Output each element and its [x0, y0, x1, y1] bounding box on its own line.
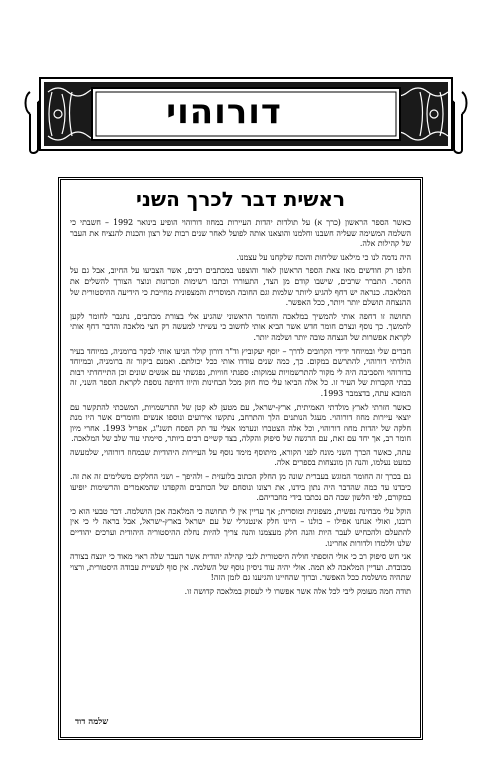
paragraph: תחושה זו דחפה אותי להמשיך במלאכה והחומר הראשוני שהגיע אלי בצורת מכתבים, נתגבר לחומר לקען להמשך. כך נוסף ונצרם חומר חדש אשר הביא אותי לחשוב כי עשיתי למעשה רק חצי מלאכה והדבר דחף אותי לקראת אפשרות של הנצחה טובה יותר ושלמה יותר. [70, 311, 411, 342]
letter-heading: ראשית דבר לכרך השני [135, 187, 346, 211]
paragraph: כאשר הספר הראשון (כרך א) על תולדות יהדות העיירות במחוז דורוהוי הופיע בינואר 1992 – חשבתי כי השלמה המשימה שעליה חשבנו וחלמנו והוצאנו אותה לפועל לאחר שנים רבות של רצון והכנות להנציח את העבר של קהילות אלה. [70, 218, 411, 249]
paragraph: היה נדמה לנו כי מילאנו שליחות והוכח שלקחנו על עצמנו. [236, 252, 411, 262]
paragraph: אני חש סיפוק רב כי אולי הוספתי חוליה היסטורית לגבי קהילה יהודית אשר העבר שלה ראוי מאוד כי יונצח בצורה מכובדת. ועדיין המלאכה לא תמה. אולי יהיה עוד ניסיון נוסף של השלמה. אין סוף לעשיית עבודה היסטורית, ורצוי שתהיה מושלמת ככל האפשר. וברוך שהחיינו והגיענו גם לזמן הזה! [70, 552, 411, 583]
paragraph: כאשר חזרתי לארץ מולדתי האמיתית, ארץ-ישראל, עם מטען לא קטן של התרשמויות, המשכתי להתקשר עם יוצאי עיירות מחוז דורוהוי. מעגל הנותנים הלך והתרחב, נתקשו אירועים ונוספו אנשים וחומרים אשר היו מנת חלקה של יהדות מחוז דורוהוי, וכל אלה הצטברו ונערמו אצלי עד תק הפסח תשנ"ג, אפריל 1993. אחרי מיון חומר רב, אך יחד עם זאת, עם הרגשה של סיפוק והקלה, בצד קשיים רבים ביותר, סיימתי עוד שלב של המלאכה. [70, 402, 411, 444]
paragraph: גם בכרך זה החומר המוגש בעברית שונה מן החלק הכתוב בלועזית – ולהיפך – ושני החלקים משלימים זה את זה. כיבדנו עד כמה שהדבר היה נתון בידנו, את רצונו ונוסחם של הכותבים והקפדנו שהמאמרים והרשימות יופיעו במקורם, לפי הלשון שבה הם נכתבו בידי מחבריהם. [70, 472, 411, 503]
paragraph: תודה חמה מעומק ליבי לכל אלה אשר אפשרו לי לעסוק במלאכה קדושה זו. [184, 587, 411, 596]
paragraph: עתה, כאשר הכרך השני מונח לפני הקורא, מיתוסף מימד נוסף על העיירות היהודיות שבמחוז דורוהוי, שלמעשה כמעט נעלמו, והנה הן מונצחות בספרים אלה. [70, 447, 411, 468]
foreword-letter [58, 177, 423, 740]
paragraph: חלפו רק חודשים מאז צאת הספר הראשון לאור והוצפנו במכתבים רבים, אשר הצביעו על החיוב, אבל גם על החסר. התברר שרבים, שישבו קודם מן הצד, התעוררו וכתבו רשימות וזכרונות ונוצר הצורך להשלים את המלאכה. כנראה יש דחף להגיע ליותר שלמות וגם החובה המוסרית והמצפונית מחייבת כי הידיעה ההיסטורית של ההנצחה תושלם יותר ויותר, ככל האפשר. [70, 266, 411, 308]
page-title: דורוהוי [166, 92, 282, 132]
paragraph: חברים שלי ובמיוחד ידידי הקרובים לדרך – יוסף יעקוביץ וד"ר דורון קולר הניעו אותי לבקר ברומניה, במיוחד בעיר הולדתי דורוהוי, להתרשם במקום. כך, כמה שנים עודדו אותי ככל יכולתם. ואמנם ביקור זה ברומניה, ובמיוחד בדורוהוי והסביבה היה לי מקור להתרשמויות עמוקות: ספגתי חוויות, נפגשתי עם אנשים שונים וכן התייחדתי רבות בבתי הקברות של העיר זו. כל אלה הביאו עלי כוח חזק מכל הבחינות והיוו דחיפה נוספת לקראת הספר השני, זה המובא עתה, בדצמבר 1993. [70, 346, 411, 398]
paragraph: הוקל עלי מבחינה נפשית, מצפונית ומוסרית; אך עדיין אין לי תחושה כי המלאכה אכן הושלמה. דבר טבעי הוא כי רובנו, ואולי אנחנו אפילו – כולנו – היינו חלק אינטגרלי של עם ישראל בארץ-ישראל, אבל בראה לי כי אין להתעלם ולהכחיש לעבר היות והנה חלק מעצמנו והנה צריך להיות נחלת ההיסטוריה היהודית וערכים יהודיים שלנו וללמדו ולדורות אחרינו. [70, 506, 411, 548]
signature: שלמה דוד [75, 717, 109, 727]
